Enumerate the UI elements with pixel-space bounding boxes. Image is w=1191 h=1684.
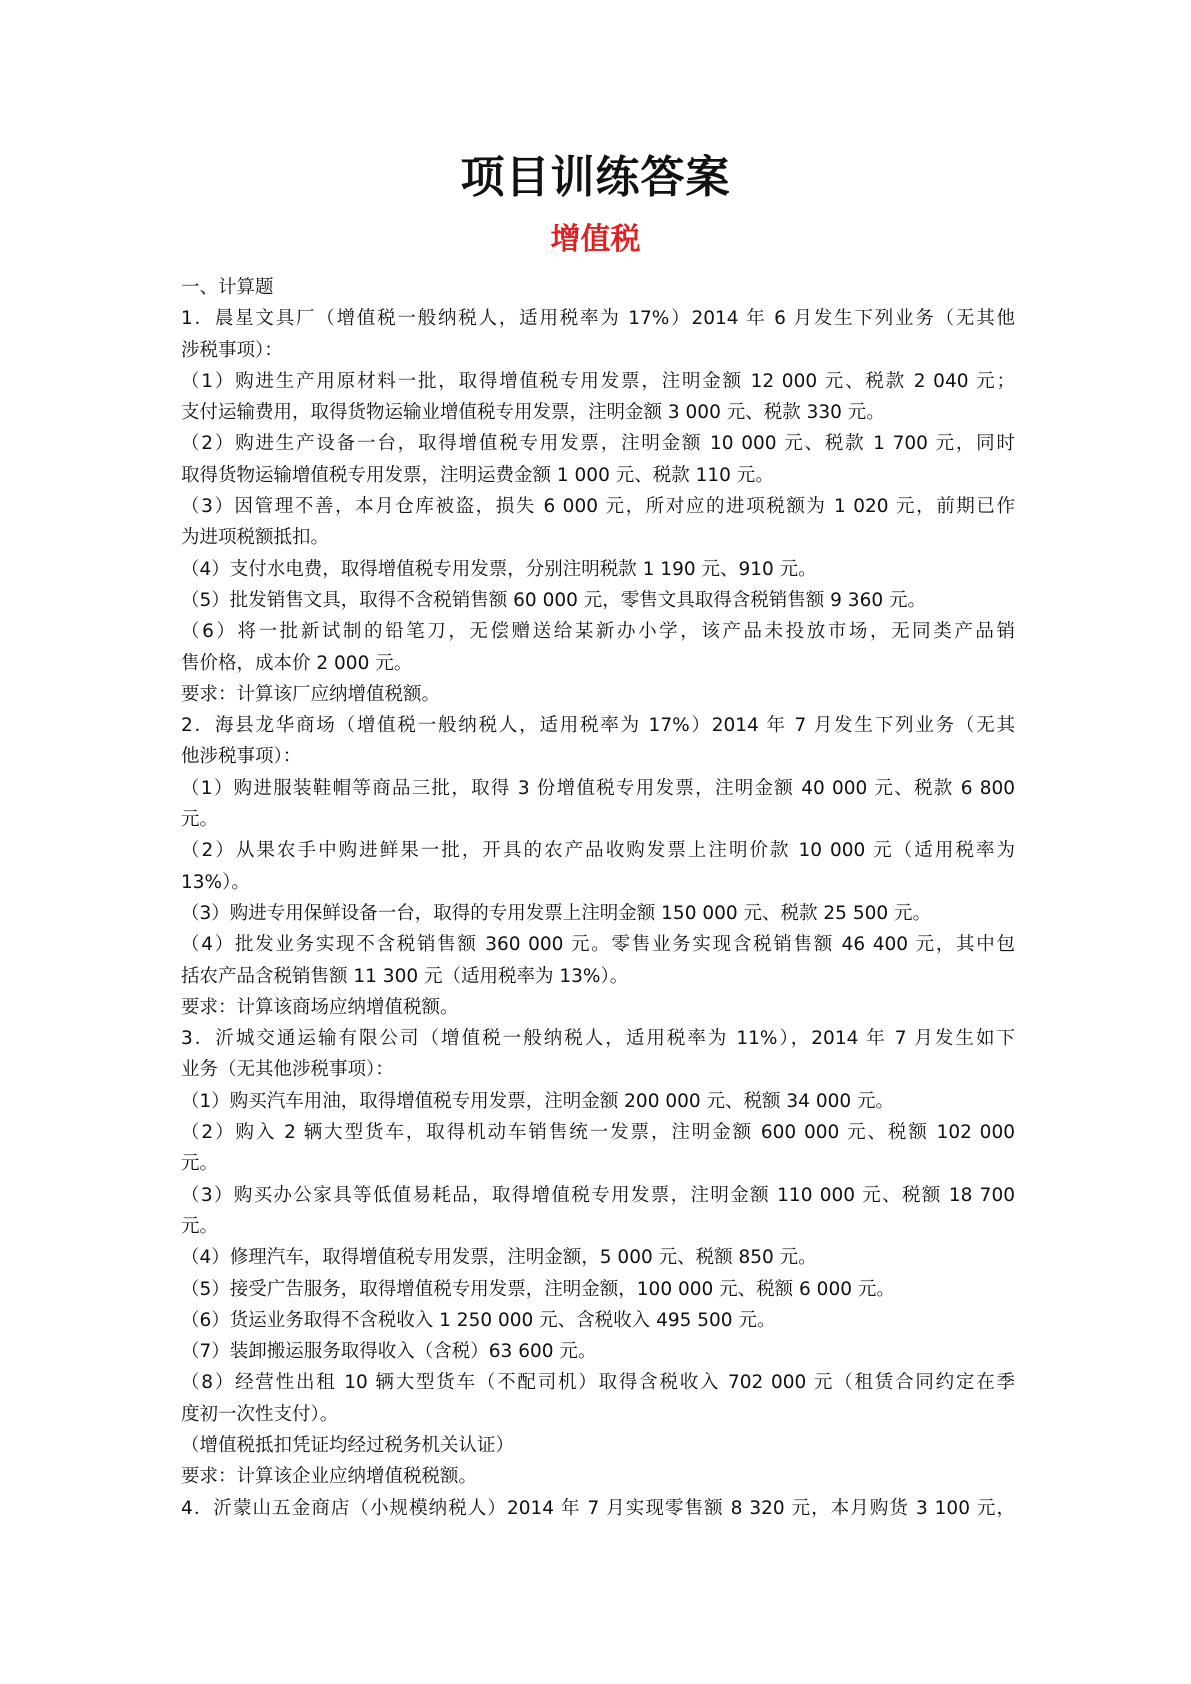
text-line: （2）购进生产设备一台，取得增值税专用发票，注明金额 10 000 元、税款 1 700 元，同时	[181, 433, 1015, 455]
text-line: （1）购买汽车用油，取得增值税专用发票，注明金额 200 000 元、税额 34 000 元。	[181, 1090, 895, 1112]
text-line: 括农产品含税销售额 11 300 元（适用税率为 13%）。	[181, 965, 629, 987]
document-body	[181, 272, 1015, 1524]
text-line: （1）购进生产用原材料一批，取得增值税专用发票，注明金额 12 000 元、税款 2 040 元；	[181, 370, 1015, 392]
text-line: （5）批发销售文具，取得不含税销售额 60 000 元，零售文具取得含税销售额 9 360 元。	[181, 589, 926, 611]
text-line: 为进项税额抵扣。	[181, 527, 330, 549]
text-line: （6）将一批新试制的铅笔刀，无偿赠送给某新办小学，该产品未投放市场，无同类产品销	[181, 621, 1015, 643]
text-line: （4）修理汽车，取得增值税专用发票，注明金额，5 000 元、税额 850 元。	[181, 1247, 817, 1269]
text-line: 元。	[181, 1215, 219, 1237]
text-line: 要求：计算该企业应纳增值税税额。	[181, 1466, 478, 1488]
text-line: （5）接受广告服务，取得增值税专用发票，注明金额，100 000 元、税额 6 000 元。	[181, 1278, 895, 1300]
text-line: （3）购买办公家具等低值易耗品，取得增值税专用发票，注明金额 110 000 元、税额 18 700	[181, 1184, 1015, 1206]
text-line: 售价格，成本价 2 000 元。	[181, 652, 413, 674]
text-line: 涉税事项）：	[181, 339, 283, 361]
text-line: 业务（无其他涉税事项）：	[181, 1059, 394, 1081]
text-line: （2）从果农手中购进鲜果一批，开具的农产品收购发票上注明价款 10 000 元（适用税率为	[181, 840, 1015, 862]
text-line: 13%）。	[181, 871, 250, 893]
text-line: （增值税抵扣凭证均经过税务机关认证）	[181, 1434, 515, 1456]
text-line: （8）经营性出租 10 辆大型货车（不配司机）取得含税收入 702 000 元（租赁合同约定在季	[181, 1372, 1015, 1394]
text-line: 一、计算题	[181, 277, 274, 298]
text-line: 3．沂城交通运输有限公司（增值税一般纳税人，适用税率为 11%），2014 年 7 月发生如下	[181, 1028, 1015, 1050]
text-line: 元。	[181, 809, 219, 831]
text-line: （1）购进服装鞋帽等商品三批，取得 3 份增值税专用发票，注明金额 40 000 元、税款 6 800	[181, 777, 1015, 799]
text-line: 要求：计算该商场应纳增值税额。	[181, 996, 459, 1018]
text-line: 4．沂蒙山五金商店（小规模纳税人）2014 年 7 月实现零售额 8 320 元，本月购货 3 100 元，	[181, 1497, 1015, 1519]
text-line: 他涉税事项）：	[181, 746, 302, 768]
text-line: 要求：计算该厂应纳增值税额。	[181, 683, 441, 705]
text-line: （4）支付水电费，取得增值税专用发票，分别注明税款 1 190 元、910 元。	[181, 558, 817, 580]
text-line: 元。	[181, 1153, 219, 1175]
text-line: 1．晨星文具厂（增值税一般纳税人，适用税率为 17%）2014 年 6 月发生下列业务（无其他	[181, 308, 1015, 330]
text-line: （3）购进专用保鲜设备一台，取得的专用发票上注明金额 150 000 元、税款 25 500 元。	[181, 902, 932, 924]
text-line: 取得货物运输增值税专用发票，注明运费金额 1 000 元、税款 110 元。	[181, 464, 774, 486]
text-line: （4）批发业务实现不含税销售额 360 000 元。零售业务实现含税销售额 46 400 元，其中包	[181, 934, 1015, 956]
text-line: （6）货运业务取得不含税收入 1 250 000 元、含税收入 495 500 元。	[181, 1309, 776, 1331]
text-line: 度初一次性支付）。	[181, 1403, 339, 1425]
text-line: （3）因管理不善，本月仓库被盗，损失 6 000 元，所对应的进项税额为 1 020 元，前期已作	[181, 496, 1015, 518]
text-line: 2．海县龙华商场（增值税一般纳税人，适用税率为 17%）2014 年 7 月发生下列业务（无其	[181, 715, 1015, 737]
text-line: （2）购入 2 辆大型货车，取得机动车销售统一发票，注明金额 600 000 元、税额 102 000	[181, 1122, 1015, 1144]
document-subtitle: 增值税	[550, 222, 641, 257]
text-line: 支付运输费用，取得货物运输业增值税专用发票，注明金额 3 000 元、税款 330 元。	[181, 402, 885, 424]
text-line: （7）装卸搬运服务取得收入（含税）63 600 元。	[181, 1341, 597, 1363]
document-title: 项目训练答案	[460, 152, 731, 203]
